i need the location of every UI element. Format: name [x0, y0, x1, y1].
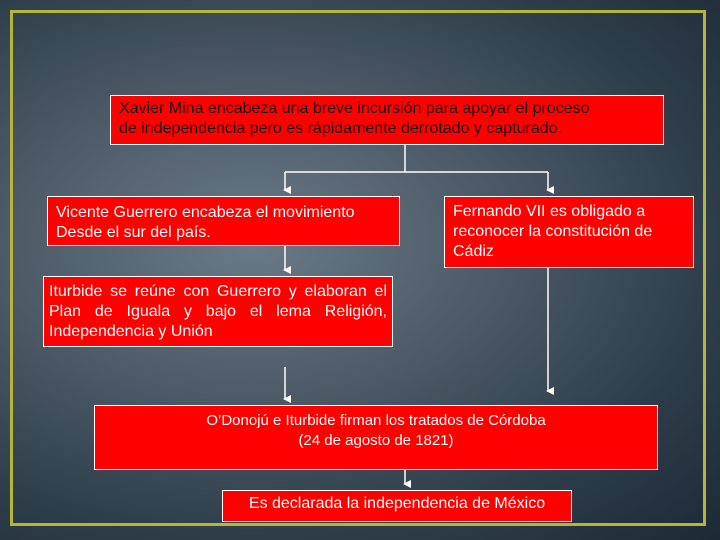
box-tratados-de-cordoba-line1: O’Donojú e Iturbide firman los tratados de Córdoba	[206, 412, 546, 429]
box-tratados-de-cordoba	[94, 405, 658, 470]
box-vicente-guerrero-line1: Vicente Guerrero encabeza el movimiento	[56, 204, 355, 221]
box-fernando-vii-line3: Cádiz	[453, 243, 494, 260]
box-xavier-mina-line1: Xavier Mina encabeza una breve incursión para apoyar el proceso	[119, 100, 590, 117]
box-tratados-de-cordoba-line2: (24 de agosto de 1821)	[298, 432, 454, 449]
box-independencia	[222, 490, 572, 522]
box-vicente-guerrero	[47, 196, 400, 246]
box-plan-de-iguala-text: Iturbide se reúne con Guerrero y elaboran el Plan de Iguala y bajo el lema Religión, Independencia y Unión	[49, 283, 387, 340]
box-fernando-vii-line1: Fernando VII es obligado a	[453, 203, 646, 220]
box-xavier-mina-line2: de independencia pero es rápidamente derrotado y capturado.	[119, 120, 562, 137]
box-xavier-mina	[110, 95, 664, 145]
box-independencia-text: Es declarada la independencia de México	[248, 495, 546, 512]
box-vicente-guerrero-line2: Desde el sur del país.	[56, 224, 211, 241]
box-fernando-vii-line2: reconocer la constitución de	[453, 223, 653, 240]
box-plan-de-iguala	[43, 276, 393, 347]
box-fernando-vii	[444, 196, 694, 268]
